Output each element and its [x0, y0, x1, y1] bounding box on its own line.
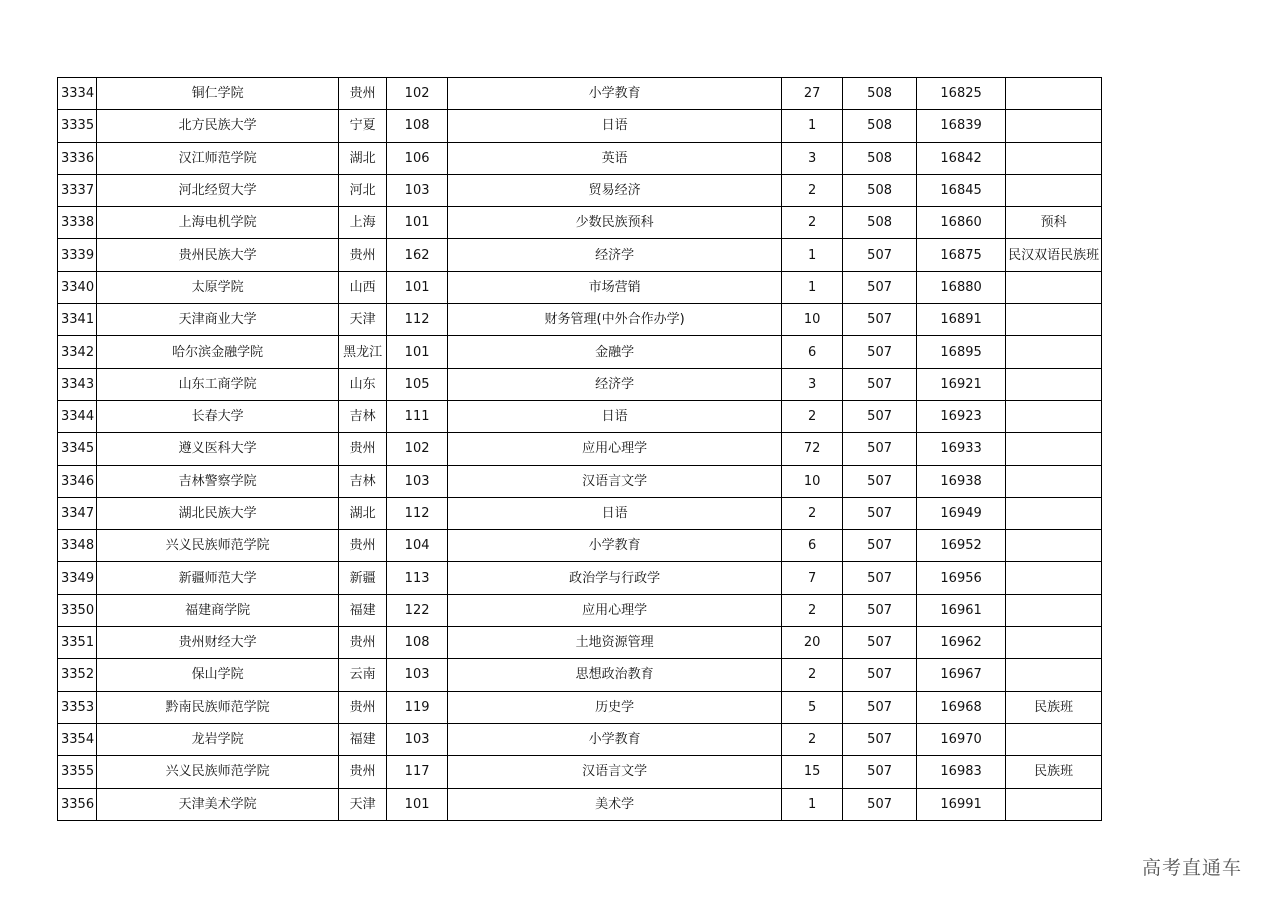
major-code-cell: 105: [387, 368, 448, 400]
min-score-cell: 507: [843, 756, 917, 788]
table-row: [58, 110, 1102, 142]
row-number-cell: 3338: [58, 207, 97, 239]
row-number-cell: 3334: [58, 78, 97, 110]
min-score-cell: 507: [843, 723, 917, 755]
row-number-cell: 3336: [58, 142, 97, 174]
admission-table: [57, 77, 1102, 821]
min-rank-cell: 16952: [917, 530, 1006, 562]
min-score-cell: 507: [843, 788, 917, 820]
min-score-cell: 507: [843, 562, 917, 594]
min-score-cell: 508: [843, 207, 917, 239]
note-cell: [1006, 368, 1102, 400]
major-code-cell: 102: [387, 433, 448, 465]
row-number-cell: 3350: [58, 594, 97, 626]
major-code-cell: 162: [387, 239, 448, 271]
school-name-cell: 福建商学院: [97, 594, 339, 626]
row-number-cell: 3335: [58, 110, 97, 142]
min-rank-cell: 16938: [917, 465, 1006, 497]
school-name-cell: 汉江师范学院: [97, 142, 339, 174]
major-name-cell: 英语: [448, 142, 782, 174]
row-number-cell: 3353: [58, 691, 97, 723]
major-code-cell: 103: [387, 723, 448, 755]
min-score-cell: 507: [843, 304, 917, 336]
table-row: [58, 594, 1102, 626]
min-rank-cell: 16825: [917, 78, 1006, 110]
row-number-cell: 3352: [58, 659, 97, 691]
plan-count-cell: 10: [782, 465, 843, 497]
min-rank-cell: 16845: [917, 174, 1006, 206]
major-name-cell: 经济学: [448, 368, 782, 400]
major-name-cell: 历史学: [448, 691, 782, 723]
province-cell: 贵州: [339, 530, 387, 562]
major-name-cell: 日语: [448, 110, 782, 142]
note-cell: 民族班: [1006, 756, 1102, 788]
province-cell: 宁夏: [339, 110, 387, 142]
table-row: [58, 788, 1102, 820]
note-cell: [1006, 659, 1102, 691]
major-name-cell: 土地资源管理: [448, 627, 782, 659]
note-cell: [1006, 174, 1102, 206]
plan-count-cell: 5: [782, 691, 843, 723]
plan-count-cell: 10: [782, 304, 843, 336]
table-row: [58, 239, 1102, 271]
table-row: [58, 207, 1102, 239]
row-number-cell: 3344: [58, 400, 97, 432]
row-number-cell: 3356: [58, 788, 97, 820]
row-number-cell: 3337: [58, 174, 97, 206]
note-cell: [1006, 497, 1102, 529]
major-code-cell: 112: [387, 304, 448, 336]
note-cell: [1006, 110, 1102, 142]
plan-count-cell: 2: [782, 497, 843, 529]
plan-count-cell: 1: [782, 788, 843, 820]
table-row: [58, 336, 1102, 368]
school-name-cell: 太原学院: [97, 271, 339, 303]
plan-count-cell: 2: [782, 400, 843, 432]
province-cell: 天津: [339, 788, 387, 820]
major-name-cell: 财务管理(中外合作办学): [448, 304, 782, 336]
min-score-cell: 507: [843, 336, 917, 368]
min-score-cell: 507: [843, 627, 917, 659]
min-rank-cell: 16983: [917, 756, 1006, 788]
plan-count-cell: 15: [782, 756, 843, 788]
major-code-cell: 119: [387, 691, 448, 723]
school-name-cell: 龙岩学院: [97, 723, 339, 755]
school-name-cell: 山东工商学院: [97, 368, 339, 400]
province-cell: 湖北: [339, 142, 387, 174]
plan-count-cell: 2: [782, 207, 843, 239]
min-score-cell: 507: [843, 530, 917, 562]
table-row: [58, 271, 1102, 303]
school-name-cell: 兴义民族师范学院: [97, 530, 339, 562]
province-cell: 贵州: [339, 239, 387, 271]
major-code-cell: 101: [387, 207, 448, 239]
min-rank-cell: 16895: [917, 336, 1006, 368]
note-cell: [1006, 788, 1102, 820]
min-rank-cell: 16962: [917, 627, 1006, 659]
min-rank-cell: 16949: [917, 497, 1006, 529]
province-cell: 黑龙江: [339, 336, 387, 368]
major-code-cell: 112: [387, 497, 448, 529]
plan-count-cell: 6: [782, 336, 843, 368]
major-code-cell: 113: [387, 562, 448, 594]
school-name-cell: 长春大学: [97, 400, 339, 432]
major-name-cell: 金融学: [448, 336, 782, 368]
min-rank-cell: 16923: [917, 400, 1006, 432]
note-cell: [1006, 562, 1102, 594]
major-name-cell: 日语: [448, 400, 782, 432]
table-body: [58, 78, 1102, 821]
note-cell: [1006, 723, 1102, 755]
min-score-cell: 507: [843, 433, 917, 465]
min-rank-cell: 16956: [917, 562, 1006, 594]
major-code-cell: 122: [387, 594, 448, 626]
row-number-cell: 3341: [58, 304, 97, 336]
min-score-cell: 508: [843, 110, 917, 142]
min-rank-cell: 16860: [917, 207, 1006, 239]
note-cell: [1006, 433, 1102, 465]
major-name-cell: 少数民族预科: [448, 207, 782, 239]
min-rank-cell: 16967: [917, 659, 1006, 691]
table-row: [58, 627, 1102, 659]
province-cell: 福建: [339, 723, 387, 755]
row-number-cell: 3355: [58, 756, 97, 788]
min-rank-cell: 16842: [917, 142, 1006, 174]
major-name-cell: 政治学与行政学: [448, 562, 782, 594]
table-row: [58, 756, 1102, 788]
major-code-cell: 104: [387, 530, 448, 562]
major-name-cell: 小学教育: [448, 723, 782, 755]
major-name-cell: 贸易经济: [448, 174, 782, 206]
row-number-cell: 3349: [58, 562, 97, 594]
note-cell: [1006, 594, 1102, 626]
school-name-cell: 上海电机学院: [97, 207, 339, 239]
plan-count-cell: 3: [782, 142, 843, 174]
province-cell: 新疆: [339, 562, 387, 594]
min-rank-cell: 16933: [917, 433, 1006, 465]
major-name-cell: 小学教育: [448, 530, 782, 562]
major-name-cell: 日语: [448, 497, 782, 529]
min-rank-cell: 16968: [917, 691, 1006, 723]
school-name-cell: 保山学院: [97, 659, 339, 691]
note-cell: [1006, 530, 1102, 562]
table-row: [58, 562, 1102, 594]
province-cell: 贵州: [339, 756, 387, 788]
table-row: [58, 497, 1102, 529]
note-cell: [1006, 400, 1102, 432]
school-name-cell: 哈尔滨金融学院: [97, 336, 339, 368]
major-name-cell: 小学教育: [448, 78, 782, 110]
major-name-cell: 汉语言文学: [448, 465, 782, 497]
min-score-cell: 508: [843, 174, 917, 206]
province-cell: 福建: [339, 594, 387, 626]
table-row: [58, 530, 1102, 562]
min-rank-cell: 16891: [917, 304, 1006, 336]
school-name-cell: 湖北民族大学: [97, 497, 339, 529]
major-code-cell: 106: [387, 142, 448, 174]
school-name-cell: 铜仁学院: [97, 78, 339, 110]
school-name-cell: 贵州财经大学: [97, 627, 339, 659]
plan-count-cell: 2: [782, 659, 843, 691]
min-score-cell: 507: [843, 400, 917, 432]
min-rank-cell: 16961: [917, 594, 1006, 626]
major-code-cell: 117: [387, 756, 448, 788]
major-name-cell: 应用心理学: [448, 433, 782, 465]
min-rank-cell: 16921: [917, 368, 1006, 400]
province-cell: 山西: [339, 271, 387, 303]
province-cell: 贵州: [339, 433, 387, 465]
province-cell: 吉林: [339, 400, 387, 432]
major-code-cell: 103: [387, 465, 448, 497]
row-number-cell: 3354: [58, 723, 97, 755]
min-score-cell: 507: [843, 368, 917, 400]
min-rank-cell: 16880: [917, 271, 1006, 303]
note-cell: [1006, 142, 1102, 174]
min-rank-cell: 16970: [917, 723, 1006, 755]
major-code-cell: 101: [387, 336, 448, 368]
row-number-cell: 3346: [58, 465, 97, 497]
province-cell: 贵州: [339, 78, 387, 110]
province-cell: 湖北: [339, 497, 387, 529]
note-cell: [1006, 465, 1102, 497]
table-row: [58, 659, 1102, 691]
school-name-cell: 河北经贸大学: [97, 174, 339, 206]
plan-count-cell: 1: [782, 239, 843, 271]
plan-count-cell: 1: [782, 271, 843, 303]
school-name-cell: 遵义医科大学: [97, 433, 339, 465]
major-code-cell: 111: [387, 400, 448, 432]
note-cell: 民族班: [1006, 691, 1102, 723]
major-code-cell: 108: [387, 110, 448, 142]
school-name-cell: 新疆师范大学: [97, 562, 339, 594]
plan-count-cell: 2: [782, 594, 843, 626]
min-score-cell: 507: [843, 594, 917, 626]
min-rank-cell: 16839: [917, 110, 1006, 142]
plan-count-cell: 3: [782, 368, 843, 400]
school-name-cell: 兴义民族师范学院: [97, 756, 339, 788]
province-cell: 吉林: [339, 465, 387, 497]
major-code-cell: 103: [387, 174, 448, 206]
province-cell: 山东: [339, 368, 387, 400]
min-score-cell: 507: [843, 271, 917, 303]
table-row: [58, 723, 1102, 755]
min-score-cell: 507: [843, 659, 917, 691]
table-row: [58, 400, 1102, 432]
school-name-cell: 吉林警察学院: [97, 465, 339, 497]
min-score-cell: 508: [843, 142, 917, 174]
school-name-cell: 北方民族大学: [97, 110, 339, 142]
major-name-cell: 应用心理学: [448, 594, 782, 626]
row-number-cell: 3343: [58, 368, 97, 400]
min-score-cell: 507: [843, 691, 917, 723]
major-name-cell: 美术学: [448, 788, 782, 820]
province-cell: 贵州: [339, 627, 387, 659]
table-row: [58, 304, 1102, 336]
plan-count-cell: 2: [782, 723, 843, 755]
major-name-cell: 市场营销: [448, 271, 782, 303]
province-cell: 贵州: [339, 691, 387, 723]
row-number-cell: 3342: [58, 336, 97, 368]
row-number-cell: 3345: [58, 433, 97, 465]
min-score-cell: 507: [843, 239, 917, 271]
row-number-cell: 3347: [58, 497, 97, 529]
row-number-cell: 3339: [58, 239, 97, 271]
school-name-cell: 天津商业大学: [97, 304, 339, 336]
major-name-cell: 汉语言文学: [448, 756, 782, 788]
major-code-cell: 102: [387, 78, 448, 110]
note-cell: [1006, 78, 1102, 110]
min-score-cell: 507: [843, 465, 917, 497]
min-score-cell: 507: [843, 497, 917, 529]
major-code-cell: 103: [387, 659, 448, 691]
table-row: [58, 78, 1102, 110]
row-number-cell: 3340: [58, 271, 97, 303]
province-cell: 云南: [339, 659, 387, 691]
plan-count-cell: 2: [782, 174, 843, 206]
note-cell: 预科: [1006, 207, 1102, 239]
watermark-text: 高考直通车: [1142, 857, 1243, 879]
plan-count-cell: 7: [782, 562, 843, 594]
table-row: [58, 142, 1102, 174]
plan-count-cell: 1: [782, 110, 843, 142]
plan-count-cell: 27: [782, 78, 843, 110]
note-cell: [1006, 336, 1102, 368]
note-cell: [1006, 304, 1102, 336]
min-rank-cell: 16875: [917, 239, 1006, 271]
table-row: [58, 174, 1102, 206]
note-cell: [1006, 271, 1102, 303]
plan-count-cell: 20: [782, 627, 843, 659]
row-number-cell: 3348: [58, 530, 97, 562]
table-row: [58, 465, 1102, 497]
note-cell: [1006, 627, 1102, 659]
note-cell: 民汉双语民族班: [1006, 239, 1102, 271]
school-name-cell: 天津美术学院: [97, 788, 339, 820]
major-code-cell: 101: [387, 271, 448, 303]
province-cell: 天津: [339, 304, 387, 336]
school-name-cell: 贵州民族大学: [97, 239, 339, 271]
major-code-cell: 101: [387, 788, 448, 820]
major-name-cell: 经济学: [448, 239, 782, 271]
school-name-cell: 黔南民族师范学院: [97, 691, 339, 723]
plan-count-cell: 6: [782, 530, 843, 562]
table-row: [58, 691, 1102, 723]
row-number-cell: 3351: [58, 627, 97, 659]
plan-count-cell: 72: [782, 433, 843, 465]
table-row: [58, 368, 1102, 400]
table-row: [58, 433, 1102, 465]
major-name-cell: 思想政治教育: [448, 659, 782, 691]
min-score-cell: 508: [843, 78, 917, 110]
min-rank-cell: 16991: [917, 788, 1006, 820]
major-code-cell: 108: [387, 627, 448, 659]
province-cell: 河北: [339, 174, 387, 206]
province-cell: 上海: [339, 207, 387, 239]
